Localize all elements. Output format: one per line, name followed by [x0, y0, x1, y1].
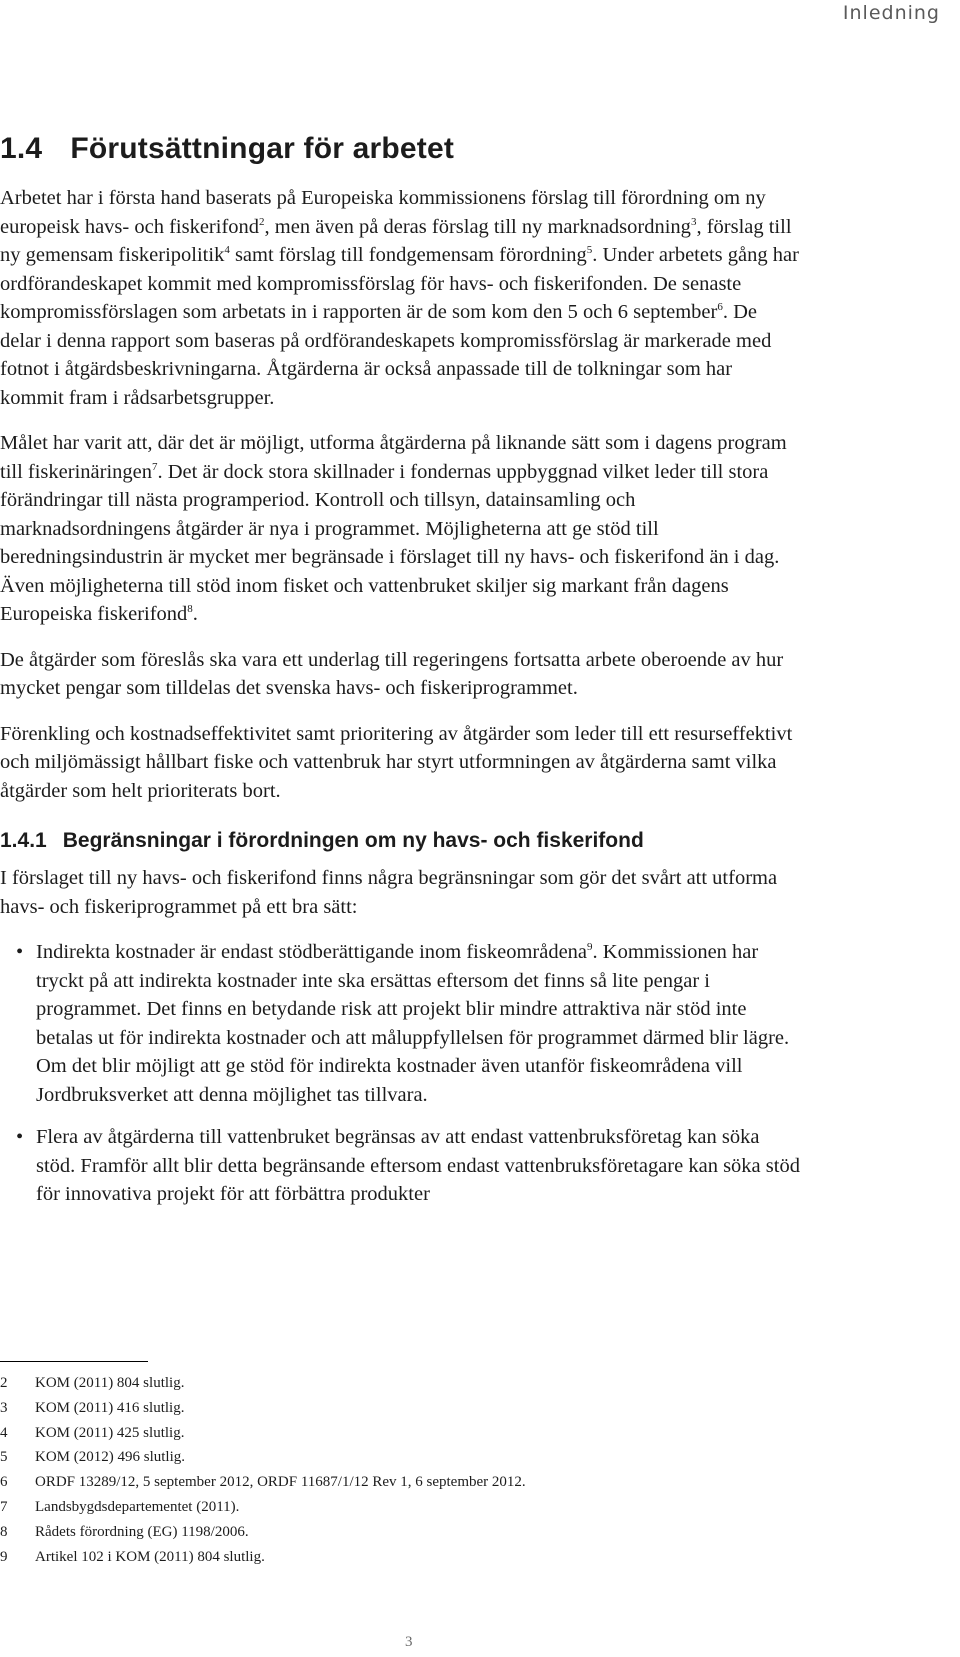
footnotes [0, 1371, 526, 1569]
footnote-text: KOM (2011) 416 slutlig. [35, 1399, 185, 1416]
footnote [0, 1470, 526, 1495]
text-run: samt förslag till fondgemensam förordning [229, 244, 587, 266]
footnote-text: Landsbygdsdepartementet (2011). [35, 1498, 240, 1515]
footnote-text: Rådets förordning (EG) 1198/2006. [35, 1523, 249, 1540]
text-run: Målet har varit att, där det är möjligt, utforma åtgärderna på liknande sätt som i dagens program till fiskerinäringen [0, 432, 787, 483]
section-number: 1.4 [0, 132, 43, 165]
text-run: Flera av åtgärderna till vattenbruket begränsas av att endast vattenbruksföretag kan söka stöd. Framför allt blir detta begränsande eftersom endast vattenbruksföretagare kan söka stöd för innovativa projekt för att förbättra produkter [36, 1126, 800, 1205]
body-paragraph [0, 429, 800, 629]
footnote [0, 1520, 526, 1545]
running-header: Inledning [842, 2, 940, 24]
footnote-ref: 4 [224, 244, 230, 256]
bullet-list [0, 938, 800, 1209]
footnote [0, 1545, 526, 1570]
footnote-ref: 2 [259, 215, 265, 228]
footnote-ref: 8 [187, 603, 193, 615]
footnote-text: KOM (2011) 425 slutlig. [35, 1424, 185, 1441]
footnote-number: 8 [0, 1523, 8, 1540]
footnote [0, 1421, 526, 1446]
text-run: . De delar i denna rapport som baseras på ordförandeskapets kompromissförslag är markerade med fotnot i åtgärdsbeskrivningarna. Åtgärderna är också anpassade till de tolkningar som har kommit fram i rådsarbetsgrupper. [0, 301, 772, 409]
footnote-ref: 5 [586, 244, 593, 256]
section-body [0, 184, 800, 805]
footnote-number: 7 [0, 1498, 8, 1515]
main-content [0, 132, 800, 1223]
text-run: Förenkling och kostnadseffektivitet samt prioritering av åtgärder som leder till ett resurseffektivt och miljömässigt hållbart fiske och vattenbruk har styrt utformningen av åtgärderna samt vilka åtgärder som helt prioriterats bort. [0, 722, 793, 802]
text-run: , men även på deras förslag till ny marknadsordning [264, 215, 691, 238]
section-title: Förutsättningar för arbetet [70, 132, 455, 165]
text-run: . Under arbetets gång har ordförandeskapet kommit med kompromissförslag för havs- och fiskerifonden. De senaste kompromissförslagen som arbetats in i rapporten är de som kom den 5 och 6 september [0, 244, 799, 323]
footnote [0, 1371, 526, 1396]
subsection-number: 1.4.1 [0, 829, 47, 852]
footnote-text: KOM (2011) 804 slutlig. [35, 1375, 185, 1391]
footnote-number: 4 [0, 1424, 8, 1441]
footnote-number: 2 [0, 1375, 8, 1391]
footnote-number: 3 [0, 1399, 8, 1416]
subsection-heading [0, 829, 800, 853]
footnote [0, 1396, 526, 1421]
body-paragraph [0, 184, 800, 412]
footnote-ref: 7 [152, 460, 158, 473]
bullet-item [0, 1123, 800, 1209]
subsection-title: Begränsningar i förordningen om ny havs- och fiskerifond [62, 829, 644, 852]
text-run: . [192, 603, 198, 625]
footnote-number: 6 [0, 1474, 8, 1491]
text-run: Arbetet har i första hand baserats på Europeiska kommissionens förslag till förordning om ny europeisk havs- och fiskerifond [0, 187, 766, 238]
bullet-item [0, 938, 800, 1109]
text-run: . Kommissionen har tryckt på att indirekta kostnader inte ska ersättas eftersom det finns så lite pengar i programmet. Det finns en betydande risk att projekt blir mindre attraktiva när stöd inte betalas ut för indirekta kostnader och att måluppfyllelsen för programmet därmed blir lägre. Om det blir möjligt att ge stöd för indirekta kostnader även utanför fiskeområdena vill Jordbruksverket att denna möjlighet tas tillvara. [36, 941, 790, 1106]
footnote-number: 9 [0, 1548, 8, 1565]
footnote-number: 5 [0, 1449, 8, 1466]
footnote-text: KOM (2012) 496 slutlig. [35, 1449, 185, 1466]
bullet-text [36, 1126, 800, 1205]
bullet-icon: • [16, 1126, 24, 1148]
text-run: . Det är dock stora skillnader i fondernas uppbyggnad vilket leder till stora förändringar till nästa programperiod. Kontroll och tillsyn, datainsamling och marknadsordningens åtgärder är nya i programmet. Möjligheterna att ge stöd till beredningsindustrin är mycket mer begränsade i förslaget till ny havs- och fiskerifond än i dag. Även möjligheterna till stöd inom fisket och vattenbruket skiljer sig markant från dagens Europeiska fiskerifond [0, 460, 780, 625]
bullet-icon: • [16, 941, 24, 963]
footnote-text: Artikel 102 i KOM (2011) 804 slutlig. [35, 1548, 265, 1565]
footnote [0, 1445, 526, 1470]
footnote-divider [0, 1361, 148, 1362]
body-paragraph [0, 646, 800, 703]
footnote-ref: 3 [690, 215, 697, 228]
body-paragraph [0, 720, 800, 806]
page-number: 3 [405, 1634, 413, 1650]
subsection-intro: I förslaget till ny havs- och fiskerifond finns några begränsningar som gör det svårt att utforma havs- och fiskeriprogrammet på ett bra sätt: [0, 867, 778, 918]
bullet-text [36, 941, 789, 1106]
footnote [0, 1495, 526, 1520]
footnote-text: ORDF 13289/12, 5 september 2012, ORDF 11687/1/12 Rev 1, 6 september 2012. [35, 1474, 526, 1491]
section-heading [0, 132, 800, 166]
text-run: , förslag till ny gemensam fiskeripolitik [0, 215, 792, 266]
footnote-ref: 9 [587, 941, 593, 953]
text-run: De åtgärder som föreslås ska vara ett underlag till regeringens fortsatta arbete oberoende av hur mycket pengar som tilldelas det svenska havs- och fiskeriprogrammet. [0, 648, 784, 699]
footnote-ref: 6 [717, 301, 723, 313]
text-run: Indirekta kostnader är endast stödberättigande inom fiskeområdena [36, 941, 588, 963]
